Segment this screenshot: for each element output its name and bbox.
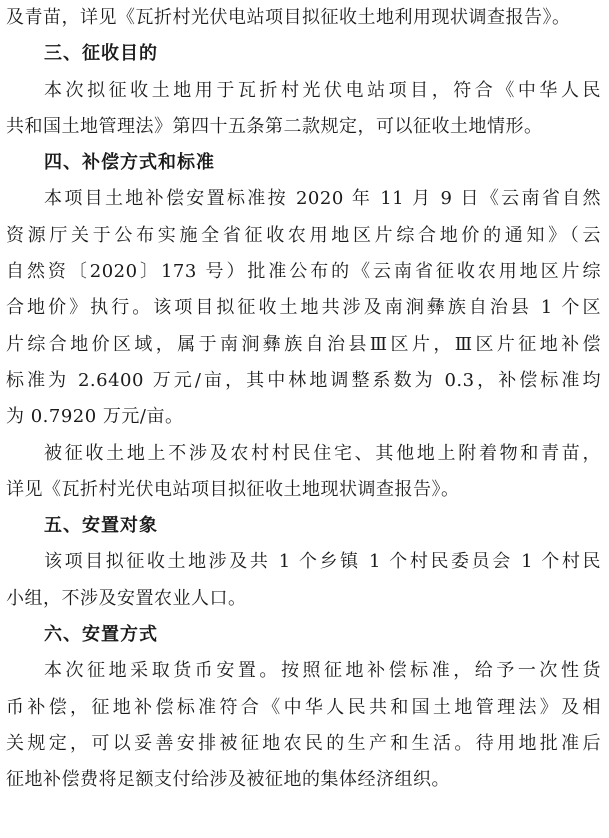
section-heading-purpose: 三、征收目的 (44, 43, 158, 65)
text-line: 关规定，可以妥善安排被征地农民的生产和生活。待用地批准后 (6, 732, 601, 754)
text-line: 币补偿，征地补偿标准符合《中华人民共和国土地管理法》及相 (6, 696, 601, 718)
text-line: 标准为 2.6400 万元/亩，其中林地调整系数为 0.3，补偿标准均 (6, 369, 601, 391)
text-line: 详见《瓦折村光伏电站项目拟征收土地现状调查报告》。 (6, 478, 460, 500)
section-heading-resettlement-method: 六、安置方式 (44, 624, 158, 646)
text-line: 资源厅关于公布实施全省征收农用地区片综合地价的通知》（云 (6, 224, 601, 246)
text-line: 自然资〔2020〕173 号）批准公布的《云南省征收农用地区片综 (6, 261, 601, 283)
text-line: 及青苗，详见《瓦折村光伏电站项目拟征收土地利用现状调查报告》。 (6, 7, 571, 28)
text-line: 片综合地价区域，属于南涧彝族自治县Ⅲ区片，Ⅲ区片征地补偿 (6, 333, 601, 355)
text-line: 小组，不涉及安置农业人口。 (6, 587, 247, 609)
text-line: 共和国土地管理法》第四十五条第二款规定，可以征收土地情形。 (6, 115, 543, 137)
text-line: 本次征地采取货币安置。按照征地补偿标准，给予一次性货 (44, 660, 601, 682)
text-line: 该项目拟征收土地涉及共 1 个乡镇 1 个村民委员会 1 个村民 (44, 551, 601, 573)
text-line: 合地价》执行。该项目拟征收土地共涉及南涧彝族自治县 1 个区 (6, 297, 601, 319)
text-line: 为 0.7920 万元/亩。 (6, 406, 184, 428)
text-line: 征地补偿费将足额支付给涉及被征地的集体经济组织。 (6, 769, 450, 791)
text-line: 本项目土地补偿安置标准按 2020 年 11 月 9 日《云南省自然 (44, 188, 601, 210)
section-heading-compensation: 四、补偿方式和标准 (44, 152, 215, 174)
section-heading-resettlement-target: 五、安置对象 (44, 515, 158, 537)
text-line: 被征收土地上不涉及农村村民住宅、其他地上附着物和青苗， (44, 442, 601, 464)
text-line: 本次拟征收土地用于瓦折村光伏电站项目，符合《中华人民 (44, 79, 601, 101)
